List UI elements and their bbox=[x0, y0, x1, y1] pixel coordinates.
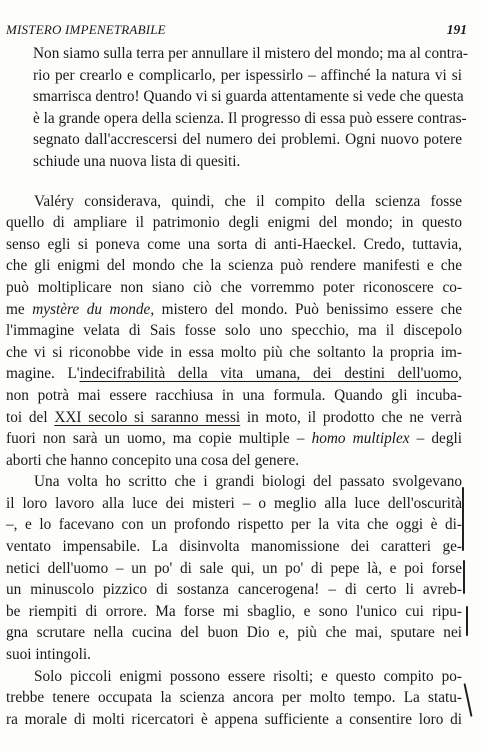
text-line: un minuscolo pizzico di sostanza cancerogena! – di certo li avreb- bbox=[6, 581, 462, 599]
text-line: trebbe tenere occupata la scienza ancora per molto tempo. La statu- bbox=[6, 689, 462, 707]
text-line-underlined: toi del XXI secolo si saranno messi in moto, il prodotto che ne verrà bbox=[6, 408, 462, 426]
text-line: Valéry considerava, quindi, che il compito della scienza fosse bbox=[34, 192, 462, 210]
text-line: Solo piccoli enigmi possono essere risolti; e questo compito po- bbox=[34, 667, 462, 685]
running-title: MISTERO IMPENETRABILE bbox=[6, 22, 166, 37]
text-line: può moltiplicare non siano ciò che vorremmo poter riconoscere co- bbox=[6, 278, 462, 296]
paragraph-gap bbox=[6, 173, 462, 191]
body-paragraph bbox=[6, 666, 462, 731]
text-line: schiude una nuova lista di quesiti. bbox=[33, 152, 241, 170]
body-paragraph bbox=[6, 471, 462, 665]
underlined-text: indecifrabilità della vita umana, dei destini dell'uomo bbox=[79, 365, 459, 383]
text-line: il loro lavoro alla luce dei misteri – o meglio alla luce dell'oscurità bbox=[6, 494, 462, 512]
text-line: Non siamo sulla terra per annullare il mistero del mondo; ma al contra- bbox=[33, 45, 468, 62]
text-line: ra morale di molti ricercatori è appena sufficiente a consentire loro di bbox=[6, 710, 462, 728]
text-line-underlined: magine. L'indecifrabilità della vita umana, dei destini dell'uomo, bbox=[6, 365, 462, 383]
text-line: che vi si riconobbe vide in essa molto più che soltanto la propria im- bbox=[6, 343, 462, 361]
text-line: ventato impensabile. La disinvolta manomissione dei caratteri ge- bbox=[6, 538, 462, 556]
text-line: netici dell'uomo – un po' di sale qui, un po' di pepe là, e poi forse bbox=[6, 559, 462, 577]
text-line: che gli enigmi del mondo che la scienza può rendere manifesti e che bbox=[6, 257, 462, 275]
text-line-with-italic: fuori non sarà un uomo, ma copie multiple – homo multiplex – degli bbox=[6, 430, 462, 448]
body-paragraph bbox=[6, 191, 462, 472]
text-line: non potrà mai essere racchiusa in una formula. Quando gli incuba- bbox=[6, 386, 462, 404]
text-line: segnato dall'accrescersi del numero dei problemi. Ogni nuovo potere bbox=[33, 131, 462, 149]
quotation-paragraph bbox=[6, 43, 468, 173]
text-line: senso egli si poneva come una sorta di anti-Haeckel. Credo, tuttavia, bbox=[6, 235, 462, 253]
margin-pen-mark bbox=[466, 606, 468, 636]
running-head bbox=[6, 22, 467, 40]
text-line: be riempiti di orrore. Ma forse mi sbaglio, e sono l'unico cui ripu- bbox=[6, 602, 462, 620]
text-line: è la grande opera della scienza. Il progresso di essa può essere contras- bbox=[33, 109, 467, 127]
text-line: aborti che hanno concepito una cosa del genere. bbox=[6, 451, 300, 469]
page-number: 191 bbox=[446, 22, 467, 37]
text-line: smarrisca dentro! Quando vi si guarda attentamente si vede che questa bbox=[33, 88, 464, 106]
underlined-text: XXI secolo si saranno messi bbox=[54, 408, 241, 426]
italic-text: homo multiplex bbox=[311, 430, 410, 448]
text-line: quello di ampliare il patrimonio degli enigmi del mondo; in questo bbox=[6, 214, 462, 232]
margin-pen-mark bbox=[463, 683, 472, 717]
text-line: gna scrutare nella cucina del buon Dio e, più che mai, sputare nei bbox=[6, 624, 462, 642]
text-line: Una volta ho scritto che i grandi biologi del passato svolgevano bbox=[34, 473, 462, 491]
text-line: suoi intingoli. bbox=[6, 646, 91, 664]
text-line: –, e lo facevano con un profondo rispetto per la vita che oggi è di- bbox=[6, 516, 462, 534]
margin-pen-mark bbox=[462, 487, 464, 551]
text-line: l'immagine velata di Sais fosse solo uno specchio, ma il discepolo bbox=[6, 322, 462, 340]
italic-text: mystère du monde bbox=[32, 300, 151, 318]
margin-pen-mark bbox=[463, 560, 465, 594]
body-text bbox=[6, 43, 468, 730]
text-line: rio per crearlo e complicarlo, per ispessirlo – affinché la natura vi si bbox=[33, 66, 462, 84]
text-line-with-italic: me mystère du monde, mistero del mondo. Può benissimo essere che bbox=[6, 300, 463, 318]
